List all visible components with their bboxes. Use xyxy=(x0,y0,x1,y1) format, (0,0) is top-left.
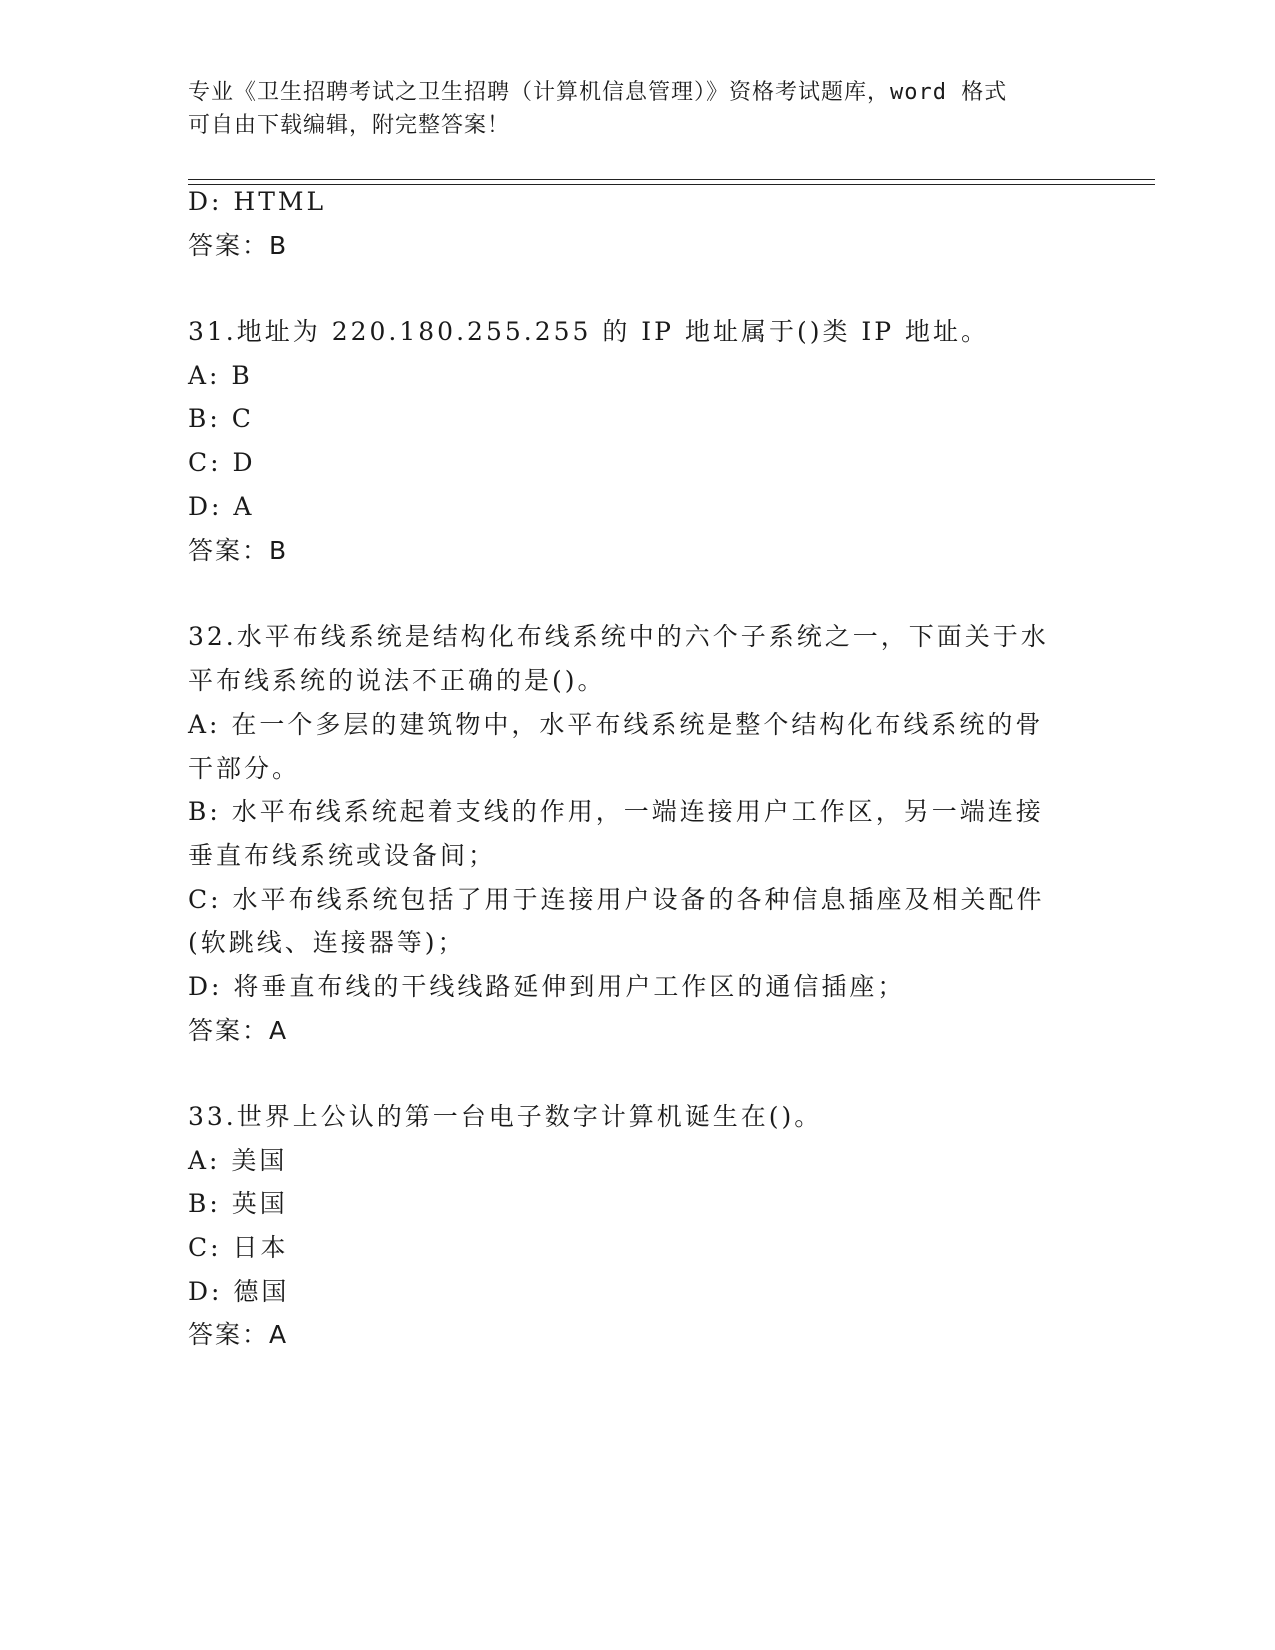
document-header xyxy=(188,76,1088,142)
q33-option-b: B: 英国 xyxy=(188,1189,288,1218)
q31-option-a: A: B xyxy=(188,361,253,390)
q32-option-a-line-1: A: 在一个多层的建筑物中，水平布线系统是整个结构化布线系统的骨 xyxy=(188,710,1044,739)
q33-option-c: C: 日本 xyxy=(188,1233,289,1262)
q32-option-a-line-2: 干部分。 xyxy=(188,754,301,783)
header-divider-top xyxy=(188,179,1155,180)
q31-option-d: D: A xyxy=(188,492,255,521)
q32-option-d-line-1: D: 将垂直布线的干线线路延伸到用户工作区的通信插座； xyxy=(188,972,906,1001)
prev-option-d: D: HTML xyxy=(188,187,327,216)
q31-option-c: C: D xyxy=(188,448,256,477)
q32-option-b-line-2: 垂直布线系统或设备间； xyxy=(188,841,497,870)
q32-stem-line-2: 平布线系统的说法不正确的是()。 xyxy=(188,666,606,695)
q31-stem-line-1: 31.地址为 220.180.255.255 的 IP 地址属于()类 IP 地址。 xyxy=(188,317,990,346)
q33-option-a: A: 美国 xyxy=(188,1146,288,1175)
q32-answer: 答案：A xyxy=(188,1016,289,1045)
header-title-line-1: 专业《卫生招聘考试之卫生招聘（计算机信息管理）》资格考试题库，word 格式 xyxy=(188,80,1008,105)
q32-stem-line-1: 32.水平布线系统是结构化布线系统中的六个子系统之一，下面关于水 xyxy=(188,622,1049,651)
q31-answer: 答案：B xyxy=(188,536,289,565)
header-title-line-2: 可自由下载编辑，附完整答案！ xyxy=(188,113,511,138)
q31-option-b: B: C xyxy=(188,404,254,433)
q33-option-d: D: 德国 xyxy=(188,1277,290,1306)
q33-stem-line-1: 33.世界上公认的第一台电子数字计算机诞生在()。 xyxy=(188,1102,823,1131)
prev-answer: 答案：B xyxy=(188,231,289,260)
q32-option-c-line-1: C: 水平布线系统包括了用于连接用户设备的各种信息插座及相关配件 xyxy=(188,885,1045,914)
q32-option-b-line-1: B: 水平布线系统起着支线的作用，一端连接用户工作区，另一端连接 xyxy=(188,797,1044,826)
q33-answer: 答案：A xyxy=(188,1320,289,1349)
q32-option-c-line-2: (软跳线、连接器等)； xyxy=(188,928,466,957)
